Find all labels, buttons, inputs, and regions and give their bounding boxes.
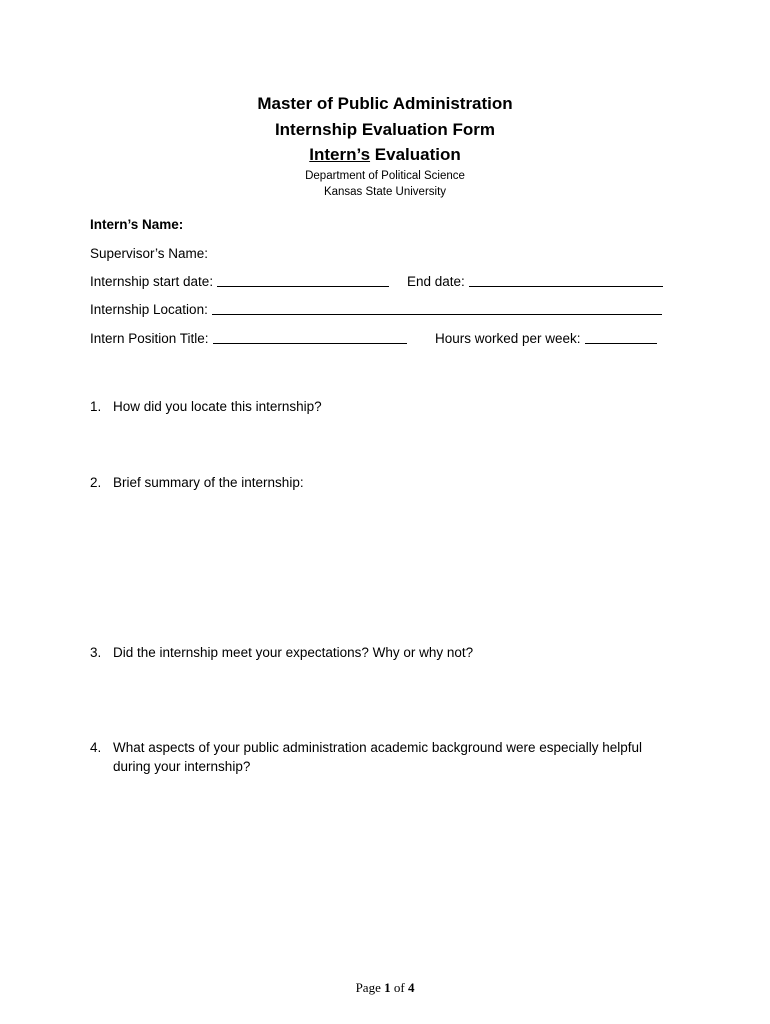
question-number: 2. xyxy=(90,475,102,490)
position-title-field xyxy=(90,331,407,346)
location-label: Internship Location: xyxy=(90,302,208,317)
hours-blank[interactable] xyxy=(585,331,657,344)
end-date-field xyxy=(407,274,663,289)
question-number: 1. xyxy=(90,399,102,414)
question-1 xyxy=(90,397,680,416)
hours-label: Hours worked per week: xyxy=(435,331,581,346)
question-number: 4. xyxy=(90,740,102,755)
page-current: 1 xyxy=(384,980,391,995)
start-date-label: Internship start date: xyxy=(90,274,214,289)
start-date-blank[interactable] xyxy=(217,274,389,287)
question-4 xyxy=(90,738,680,776)
location-field xyxy=(90,302,662,317)
position-title-blank[interactable] xyxy=(213,331,407,344)
heading-rest: Evaluation xyxy=(370,145,461,164)
interns-name-label: Intern’s Name: xyxy=(90,217,184,232)
department-text: Department of Political Science xyxy=(305,170,465,182)
start-date-field xyxy=(90,274,389,289)
question-number: 3. xyxy=(90,645,102,660)
university-line xyxy=(0,186,770,198)
hours-field xyxy=(435,331,657,346)
question-text: Did the internship meet your expectations? Why or why not? xyxy=(113,645,474,660)
supervisors-name-field xyxy=(90,246,208,261)
end-date-blank[interactable] xyxy=(469,274,663,287)
department-line xyxy=(0,170,770,182)
end-date-label: End date: xyxy=(407,274,465,289)
evaluation-heading xyxy=(0,145,770,165)
question-3 xyxy=(90,643,680,662)
position-title-label: Intern Position Title: xyxy=(90,331,209,346)
form-title xyxy=(0,94,770,114)
question-text: What aspects of your public administration academic background were especially helpful during your internship? xyxy=(113,740,643,774)
form-subtitle xyxy=(0,120,770,140)
page-prefix: Page xyxy=(355,980,385,995)
page-total: 4 xyxy=(407,980,415,995)
question-text: Brief summary of the internship: xyxy=(113,475,304,490)
interns-name-field xyxy=(90,217,183,232)
supervisors-name-label: Supervisor’s Name: xyxy=(90,246,209,261)
title-line-1: Master of Public Administration xyxy=(257,94,513,113)
university-text: Kansas State University xyxy=(323,186,447,198)
page-of: of xyxy=(390,980,408,995)
question-2 xyxy=(90,473,680,492)
title-line-2: Internship Evaluation Form xyxy=(274,120,496,139)
page-footer xyxy=(0,980,770,996)
heading-underlined-word: Intern’s xyxy=(309,145,371,164)
location-blank[interactable] xyxy=(212,302,662,315)
question-text: How did you locate this internship? xyxy=(113,399,322,414)
